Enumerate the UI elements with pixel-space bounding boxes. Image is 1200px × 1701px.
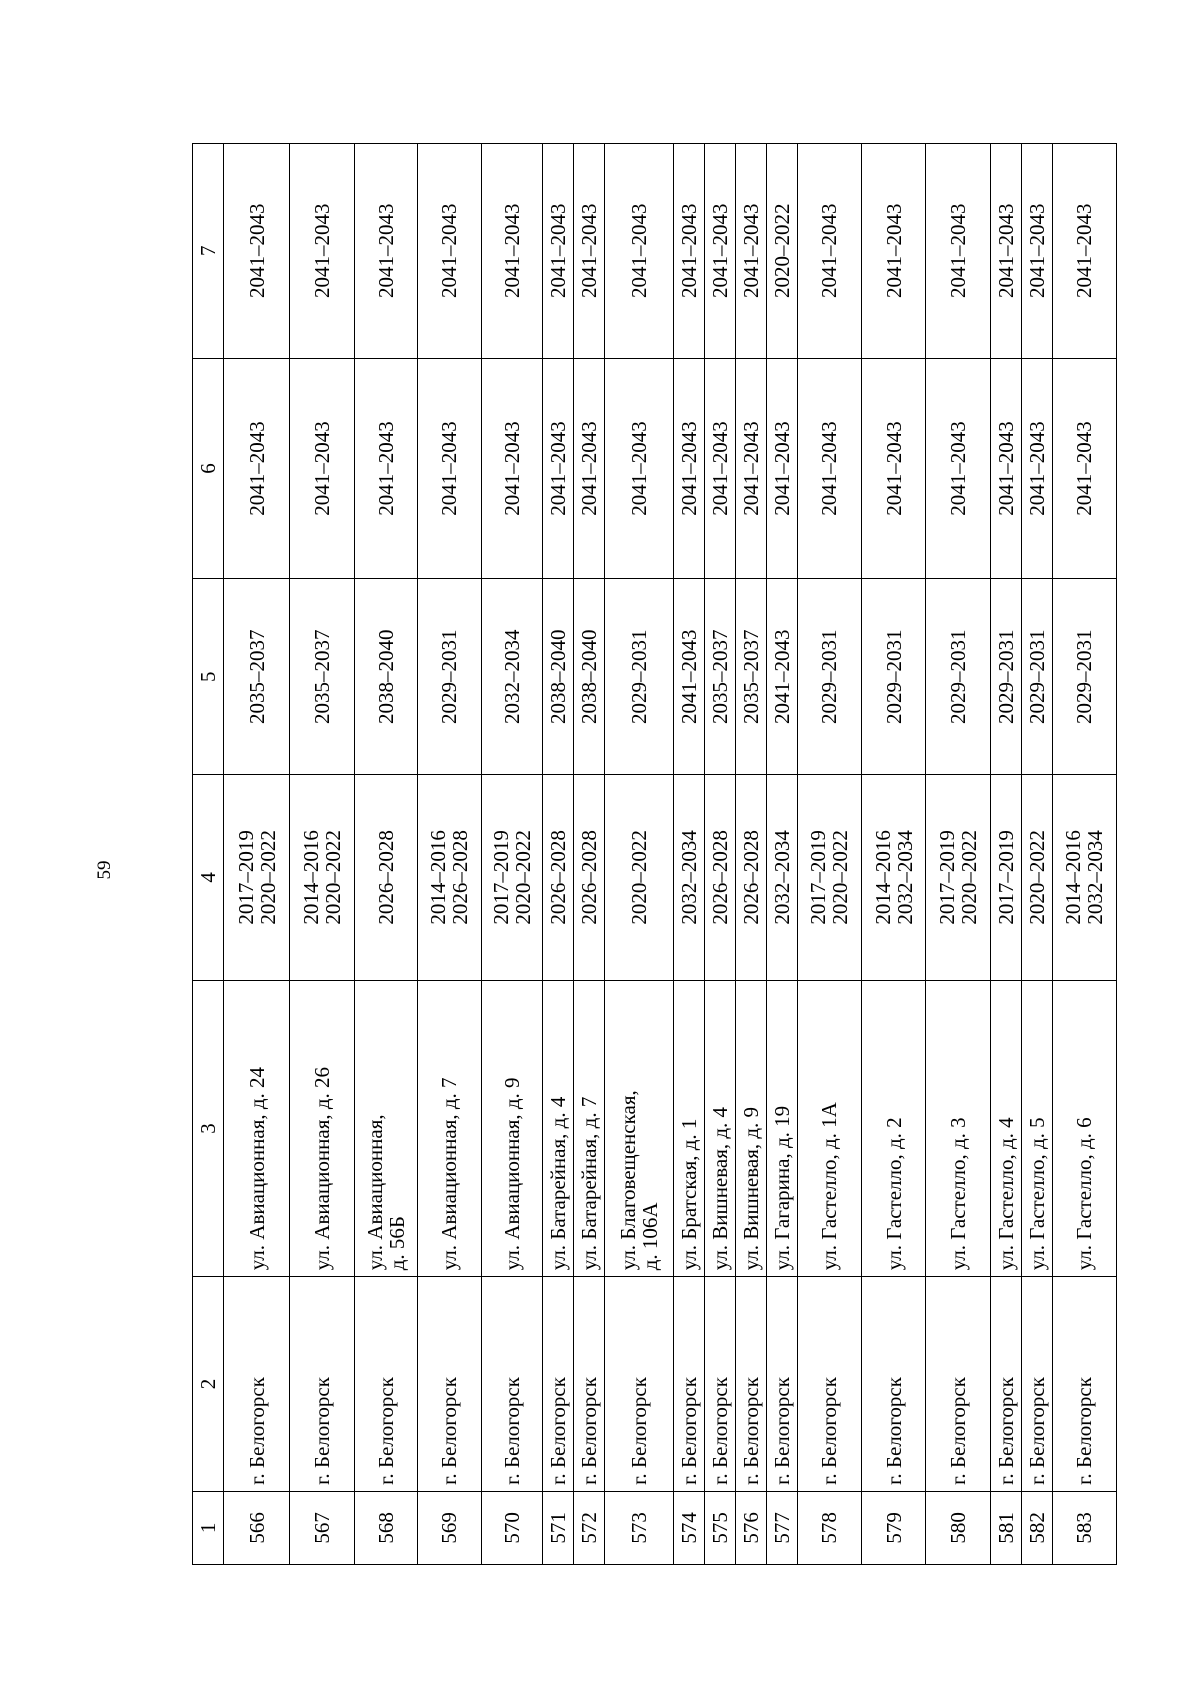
table-cell-c5: 2029–2031 xyxy=(862,579,926,775)
table-cell-n: 582 xyxy=(1021,1491,1052,1564)
table-cell-address: ул. Батарейная, д. 4 xyxy=(543,980,574,1277)
table-cell-address: ул. Гастелло, д. 5 xyxy=(1021,980,1052,1277)
table-cell-c6: 2041–2043 xyxy=(1052,358,1116,579)
table-cell-c5: 2041–2043 xyxy=(766,579,797,775)
column-header: 3 xyxy=(193,980,224,1277)
table-cell-c6: 2041–2043 xyxy=(766,358,797,579)
table-cell-c7: 2041–2043 xyxy=(354,144,417,359)
table-cell-n: 577 xyxy=(766,1491,797,1564)
table-cell-address: ул. Гастелло, д. 4 xyxy=(990,980,1021,1277)
table-cell-city: г. Белогорск xyxy=(224,1277,290,1492)
table-cell-c4: 2017–2019 2020–2022 xyxy=(224,775,290,981)
table-cell-c5: 2035–2037 xyxy=(290,579,354,775)
table-cell-c5: 2029–2031 xyxy=(797,579,861,775)
table-cell-n: 571 xyxy=(543,1491,574,1564)
table-cell-n: 575 xyxy=(704,1491,735,1564)
table-cell-c7: 2041–2043 xyxy=(735,144,766,359)
table-cell-c6: 2041–2043 xyxy=(926,358,990,579)
table-cell-n: 578 xyxy=(797,1491,861,1564)
page-number: 59 xyxy=(94,860,115,880)
table-cell-c4: 2020–2022 xyxy=(1021,775,1052,981)
table-cell-c7: 2041–2043 xyxy=(926,144,990,359)
table-cell-n: 569 xyxy=(417,1491,481,1564)
table-cell-city: г. Белогорск xyxy=(766,1277,797,1492)
table-cell-c4: 2032–2034 xyxy=(673,775,704,981)
table-cell-c7: 2041–2043 xyxy=(673,144,704,359)
table-row xyxy=(926,144,990,1565)
table-cell-c6: 2041–2043 xyxy=(605,358,674,579)
table-cell-n: 581 xyxy=(990,1491,1021,1564)
table-cell-city: г. Белогорск xyxy=(735,1277,766,1492)
table-cell-c4: 2026–2028 xyxy=(735,775,766,981)
table-cell-city: г. Белогорск xyxy=(1021,1277,1052,1492)
table-cell-c5: 2029–2031 xyxy=(605,579,674,775)
table-cell-c4: 2026–2028 xyxy=(354,775,417,981)
register-table xyxy=(192,143,1117,1565)
table-cell-c5: 2038–2040 xyxy=(543,579,574,775)
table-row xyxy=(290,144,354,1565)
table-row xyxy=(605,144,674,1565)
table-row xyxy=(797,144,861,1565)
table-cell-address: ул. Вишневая, д. 9 xyxy=(735,980,766,1277)
table-cell-n: 567 xyxy=(290,1491,354,1564)
column-header: 5 xyxy=(193,579,224,775)
table-cell-n: 583 xyxy=(1052,1491,1116,1564)
table-cell-c4: 2026–2028 xyxy=(574,775,605,981)
table-cell-address: ул. Гастелло, д. 1А xyxy=(797,980,861,1277)
table-cell-c7: 2041–2043 xyxy=(605,144,674,359)
table-row xyxy=(673,144,704,1565)
table-row xyxy=(990,144,1021,1565)
table-cell-n: 566 xyxy=(224,1491,290,1564)
table-cell-c5: 2038–2040 xyxy=(574,579,605,775)
table-cell-address: ул. Братская, д. 1 xyxy=(673,980,704,1277)
table-cell-city: г. Белогорск xyxy=(704,1277,735,1492)
table-cell-c6: 2041–2043 xyxy=(543,358,574,579)
table-cell-city: г. Белогорск xyxy=(1052,1277,1116,1492)
table-row xyxy=(766,144,797,1565)
table-cell-c6: 2041–2043 xyxy=(862,358,926,579)
table-cell-c4: 2014–2016 2026–2028 xyxy=(417,775,481,981)
table-cell-c6: 2041–2043 xyxy=(354,358,417,579)
table-row xyxy=(543,144,574,1565)
table-cell-c6: 2041–2043 xyxy=(797,358,861,579)
table-cell-c7: 2041–2043 xyxy=(990,144,1021,359)
table-cell-address: ул. Батарейная, д. 7 xyxy=(574,980,605,1277)
table-cell-c7: 2041–2043 xyxy=(417,144,481,359)
table-cell-c5: 2041–2043 xyxy=(673,579,704,775)
table-cell-c7: 2041–2043 xyxy=(574,144,605,359)
table-cell-n: 570 xyxy=(482,1491,543,1564)
table-cell-c6: 2041–2043 xyxy=(673,358,704,579)
table-cell-city: г. Белогорск xyxy=(605,1277,674,1492)
column-header: 2 xyxy=(193,1277,224,1492)
table-cell-c6: 2041–2043 xyxy=(735,358,766,579)
table-cell-c6: 2041–2043 xyxy=(1021,358,1052,579)
table-cell-city: г. Белогорск xyxy=(797,1277,861,1492)
table-cell-c5: 2038–2040 xyxy=(354,579,417,775)
table-cell-c4: 2017–2019 2020–2022 xyxy=(482,775,543,981)
table-cell-c7: 2041–2043 xyxy=(543,144,574,359)
table-cell-c5: 2035–2037 xyxy=(735,579,766,775)
table-cell-c7: 2041–2043 xyxy=(797,144,861,359)
table-row xyxy=(417,144,481,1565)
table-cell-c7: 2041–2043 xyxy=(290,144,354,359)
table-cell-n: 580 xyxy=(926,1491,990,1564)
table-cell-c5: 2029–2031 xyxy=(417,579,481,775)
table-cell-c7: 2041–2043 xyxy=(1052,144,1116,359)
table-cell-address: ул. Гастелло, д. 3 xyxy=(926,980,990,1277)
table-cell-c5: 2029–2031 xyxy=(1052,579,1116,775)
table-cell-c5: 2035–2037 xyxy=(704,579,735,775)
table-cell-c4: 2020–2022 xyxy=(605,775,674,981)
table-cell-c5: 2032–2034 xyxy=(482,579,543,775)
table-cell-address: ул. Авиационная, д. 56Б xyxy=(354,980,417,1277)
rotated-table-container xyxy=(192,143,1117,1565)
table-row xyxy=(482,144,543,1565)
table-cell-c5: 2029–2031 xyxy=(1021,579,1052,775)
table-cell-city: г. Белогорск xyxy=(482,1277,543,1492)
column-header: 6 xyxy=(193,358,224,579)
table-cell-c7: 2020–2022 xyxy=(766,144,797,359)
table-cell-c4: 2026–2028 xyxy=(704,775,735,981)
table-row xyxy=(574,144,605,1565)
table-cell-city: г. Белогорск xyxy=(417,1277,481,1492)
table-cell-address: ул. Авиационная, д. 9 xyxy=(482,980,543,1277)
table-cell-address: ул. Гастелло, д. 2 xyxy=(862,980,926,1277)
table-cell-address: ул. Авиационная, д. 24 xyxy=(224,980,290,1277)
table-row xyxy=(224,144,290,1565)
table-cell-c4: 2014–2016 2032–2034 xyxy=(1052,775,1116,981)
table-cell-c5: 2029–2031 xyxy=(926,579,990,775)
table-cell-c4: 2014–2016 2032–2034 xyxy=(862,775,926,981)
table-cell-c4: 2017–2019 2020–2022 xyxy=(797,775,861,981)
table-cell-city: г. Белогорск xyxy=(990,1277,1021,1492)
table-cell-address: ул. Гастелло, д. 6 xyxy=(1052,980,1116,1277)
column-header: 7 xyxy=(193,144,224,359)
table-cell-c4: 2014–2016 2020–2022 xyxy=(290,775,354,981)
table-cell-c5: 2035–2037 xyxy=(224,579,290,775)
table-cell-n: 574 xyxy=(673,1491,704,1564)
table-cell-c6: 2041–2043 xyxy=(574,358,605,579)
table-cell-address: ул. Авиационная, д. 26 xyxy=(290,980,354,1277)
table-cell-address: ул. Вишневая, д. 4 xyxy=(704,980,735,1277)
table-cell-c4: 2017–2019 xyxy=(990,775,1021,981)
table-cell-city: г. Белогорск xyxy=(673,1277,704,1492)
table-cell-c4: 2032–2034 xyxy=(766,775,797,981)
header-row xyxy=(193,144,224,1565)
table-row xyxy=(735,144,766,1565)
table-cell-c7: 2041–2043 xyxy=(482,144,543,359)
table-cell-n: 568 xyxy=(354,1491,417,1564)
table-cell-city: г. Белогорск xyxy=(543,1277,574,1492)
column-header: 4 xyxy=(193,775,224,981)
table-cell-n: 576 xyxy=(735,1491,766,1564)
table-cell-c7: 2041–2043 xyxy=(1021,144,1052,359)
table-cell-c7: 2041–2043 xyxy=(862,144,926,359)
table-cell-c6: 2041–2043 xyxy=(290,358,354,579)
table-cell-c7: 2041–2043 xyxy=(224,144,290,359)
table-cell-n: 579 xyxy=(862,1491,926,1564)
table-row xyxy=(862,144,926,1565)
table-cell-c5: 2029–2031 xyxy=(990,579,1021,775)
table-cell-c6: 2041–2043 xyxy=(704,358,735,579)
table-cell-address: ул. Гагарина, д. 19 xyxy=(766,980,797,1277)
table-cell-n: 573 xyxy=(605,1491,674,1564)
table-cell-city: г. Белогорск xyxy=(862,1277,926,1492)
column-header: 1 xyxy=(193,1491,224,1564)
table-cell-city: г. Белогорск xyxy=(290,1277,354,1492)
table-cell-c6: 2041–2043 xyxy=(417,358,481,579)
table-cell-c6: 2041–2043 xyxy=(482,358,543,579)
table-row xyxy=(1052,144,1116,1565)
table-cell-city: г. Белогорск xyxy=(354,1277,417,1492)
table-cell-c6: 2041–2043 xyxy=(990,358,1021,579)
table-row xyxy=(354,144,417,1565)
table-row xyxy=(704,144,735,1565)
table-cell-c7: 2041–2043 xyxy=(704,144,735,359)
table-cell-city: г. Белогорск xyxy=(926,1277,990,1492)
table-cell-city: г. Белогорск xyxy=(574,1277,605,1492)
table-row xyxy=(1021,144,1052,1565)
table-cell-c6: 2041–2043 xyxy=(224,358,290,579)
table-cell-c4: 2017–2019 2020–2022 xyxy=(926,775,990,981)
table-cell-address: ул. Благовещенская, д. 106А xyxy=(605,980,674,1277)
table-cell-n: 572 xyxy=(574,1491,605,1564)
table-cell-address: ул. Авиационная, д. 7 xyxy=(417,980,481,1277)
table-cell-c4: 2026–2028 xyxy=(543,775,574,981)
